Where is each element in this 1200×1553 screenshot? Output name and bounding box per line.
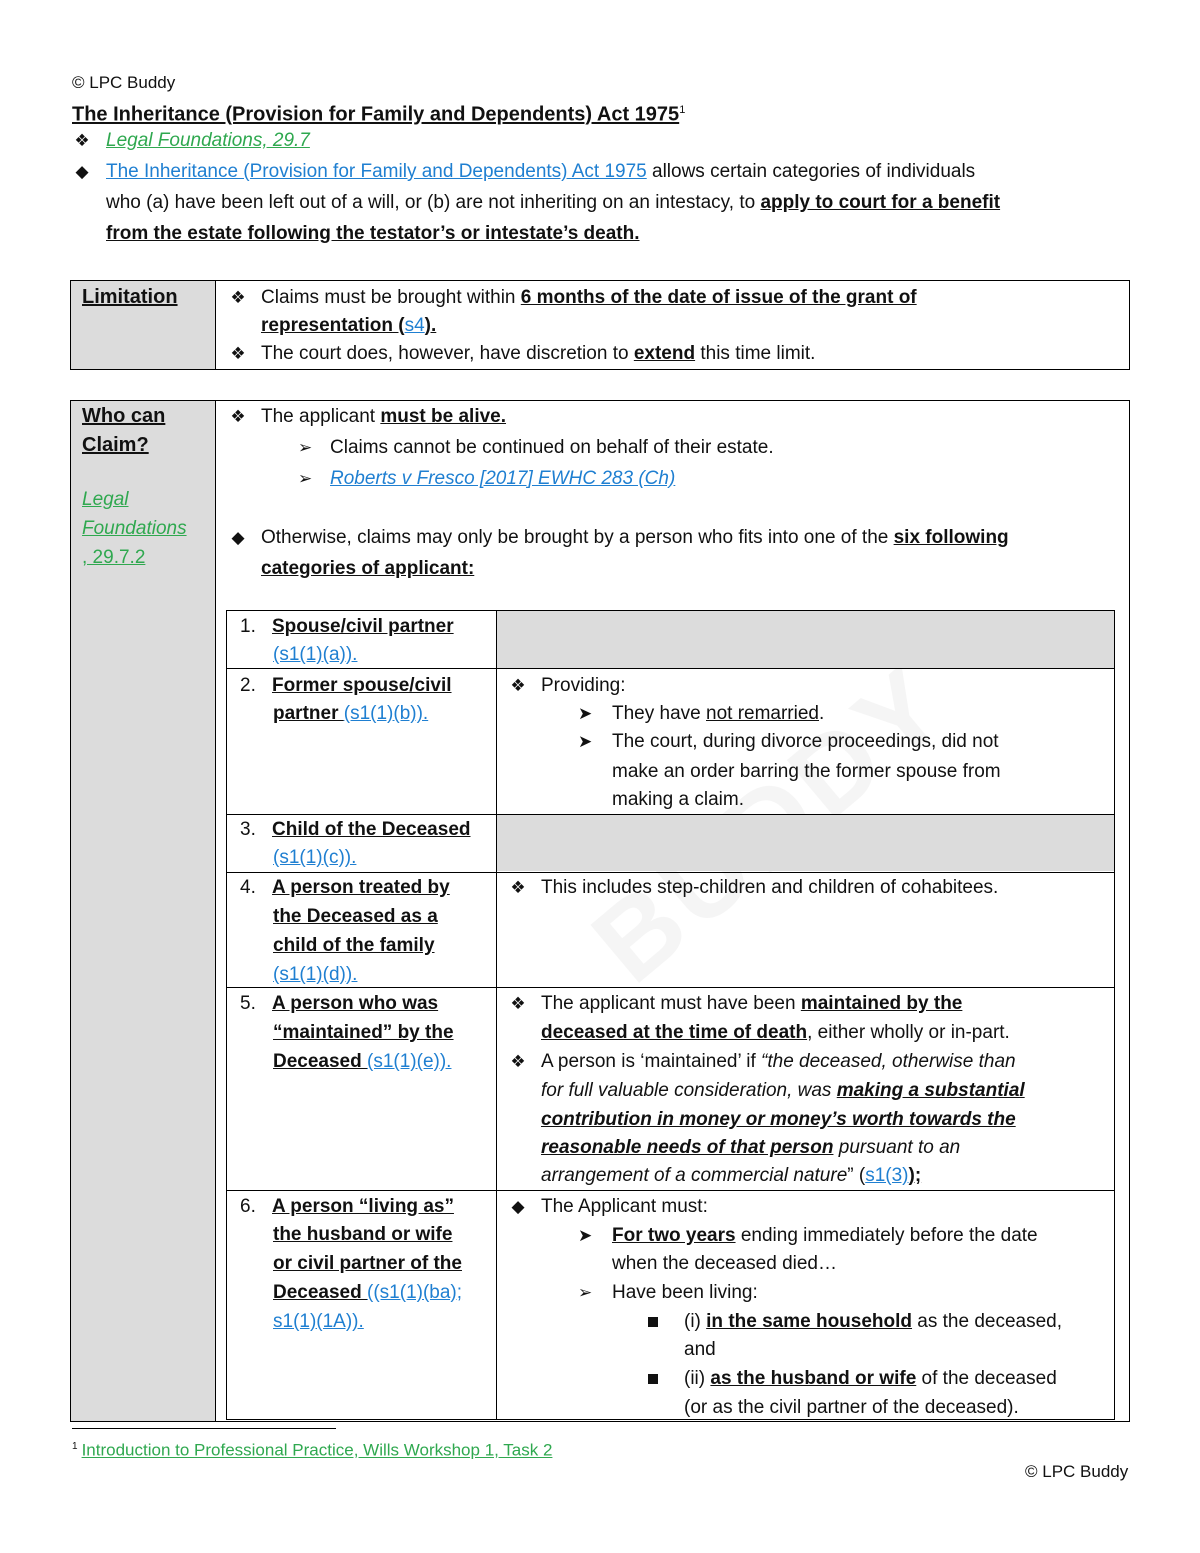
intro-ref-line <box>72 126 310 155</box>
intro-emph-3: from the estate following the testator’s or intestate’s death. <box>106 223 640 244</box>
row-sep-4 <box>226 987 1115 988</box>
diamond-bullet-icon: ❖ <box>510 994 526 1013</box>
cat2-title-2: partner <box>273 703 344 724</box>
cat5-r5: contribution in money or money’s worth towards the <box>541 1109 1016 1130</box>
who-ref-3[interactable]: , 29.7.2 <box>82 547 146 568</box>
cat6-section-link-2[interactable]: s1(1)(1A)). <box>273 1311 364 1332</box>
footnote-num: 1 <box>72 1441 78 1452</box>
cat2-r3 <box>578 727 999 756</box>
cat5-r1 <box>508 989 962 1018</box>
alive-sub-2 <box>298 464 675 493</box>
alive-text: The applicant <box>261 406 381 427</box>
limitation-bullet-2 <box>228 339 815 368</box>
limitation-b2-emph: extend <box>633 343 696 364</box>
cat6-line-3: or civil partner of the <box>273 1253 462 1274</box>
cat2-r2-post: . <box>819 703 825 724</box>
cat3-line-1 <box>240 815 471 844</box>
cat2-line-1 <box>240 671 452 700</box>
cat2-r4: make an order barring the former spouse from <box>612 761 1001 782</box>
cat5-r6 <box>541 1133 960 1162</box>
intro-emph-2: apply to court for a benefit <box>760 192 1001 213</box>
intro-text-2: who (a) have been left out of a will, or (b) are not inheriting on an intestacy, to <box>106 192 761 213</box>
cat5-line-1 <box>240 989 438 1018</box>
other-emph2: categories of applicant: <box>261 558 475 579</box>
footer-copyright: © LPC Buddy <box>1025 1462 1129 1481</box>
footnote <box>72 1432 552 1465</box>
filled-diamond-icon: ◆ <box>231 528 245 547</box>
alive-sub-1 <box>298 433 774 462</box>
limitation-b1-emph2: representation <box>261 315 393 336</box>
cat4-title: A person treated by <box>272 877 450 898</box>
cat3-line-2 <box>273 843 356 872</box>
arrow-bullet-icon: ➤ <box>578 1226 593 1245</box>
cat1-line-1 <box>240 612 454 641</box>
cat5-section-link[interactable]: (s1(1)(e)). <box>367 1051 452 1072</box>
cat2-title: Former spouse/civil <box>272 675 452 696</box>
cat4-section-link[interactable]: (s1(1)(d)). <box>273 964 358 985</box>
cat4-line-4 <box>273 960 357 989</box>
intro-line-2 <box>106 188 1000 217</box>
arrow-bullet-icon: ➢ <box>298 469 313 488</box>
cat6-r5 <box>648 1307 1062 1336</box>
cat6-r2-emph: For two years <box>612 1225 736 1246</box>
cat4-r1 <box>508 873 998 902</box>
cat1-title: Spouse/civil partner <box>272 616 454 637</box>
diamond-bullet-icon: ❖ <box>74 131 90 150</box>
cat6-r3: when the deceased died… <box>612 1253 837 1274</box>
cat5-title-3: Deceased <box>273 1051 368 1072</box>
limitation-b2-post: this time limit. <box>695 343 816 364</box>
other-emph: six following <box>893 527 1009 548</box>
cat4-line-1 <box>240 873 450 902</box>
filled-diamond-icon: ◆ <box>511 1197 525 1216</box>
cat6-line-2: the husband or wife <box>273 1224 453 1245</box>
row-sep-1 <box>226 668 1115 669</box>
cat5-r4 <box>541 1076 1025 1105</box>
who-label-1: Who can <box>82 405 166 427</box>
cat5-r6-emph: reasonable needs of that person <box>541 1137 834 1158</box>
cat3-title: Child of the Deceased <box>272 819 471 840</box>
cat2-num: 2. <box>240 675 256 696</box>
cat5-line-2: “maintained” by the <box>273 1022 454 1043</box>
cat5-r3-italic: “the deceased, otherwise than <box>761 1051 1016 1072</box>
limitation-b1-close: ). <box>424 315 437 336</box>
legal-foundations-link[interactable]: Legal Foundations, 29.7 <box>106 130 310 151</box>
cat6-r7-emph: as the husband or wife <box>710 1368 917 1389</box>
who-label-2: Claim? <box>82 434 149 456</box>
arrow-bullet-icon: ➢ <box>298 438 313 457</box>
cat6-title-4: Deceased <box>273 1282 368 1303</box>
categories-divider <box>496 610 497 1420</box>
cat1-section-link[interactable]: (s1(1)(a)). <box>273 644 358 665</box>
cat5-r7-close: ); <box>908 1165 922 1186</box>
cat6-line-4 <box>273 1278 462 1307</box>
arrow-bullet-icon: ➤ <box>578 704 593 723</box>
cat4-num: 4. <box>240 877 256 898</box>
limitation-b2-text: The court does, however, have discretion to <box>261 343 634 364</box>
other-bullet-cont <box>261 554 474 583</box>
header-copyright: © LPC Buddy <box>72 73 176 92</box>
cat6-title: A person “living as” <box>272 1196 454 1217</box>
cat2-r3-text: The court, during divorce proceedings, did not <box>612 731 999 752</box>
cat5-r4-emph: making a substantial <box>836 1080 1025 1101</box>
cat5-title: A person who was <box>272 993 439 1014</box>
diamond-bullet-icon: ❖ <box>510 878 526 897</box>
cat6-r1-text: The Applicant must: <box>541 1196 708 1217</box>
act-link[interactable]: The Inheritance (Provision for Family and Dependents) Act 1975 <box>106 161 647 182</box>
intro-line-3 <box>106 219 640 248</box>
cat1-line-2 <box>273 640 357 669</box>
cat6-r5-emph: in the same household <box>706 1311 913 1332</box>
limitation-bullet-1 <box>228 283 917 312</box>
cat2-section-link[interactable]: (s1(1)(b)). <box>343 703 429 724</box>
diamond-bullet-icon: ❖ <box>510 1052 526 1071</box>
who-ref-1[interactable]: Legal <box>82 489 129 510</box>
row-sep-5 <box>226 1190 1115 1191</box>
cat6-r2 <box>578 1221 1038 1250</box>
intro-line-1 <box>72 157 975 186</box>
limitation-label: Limitation <box>82 286 178 308</box>
filled-diamond-icon: ◆ <box>75 162 89 181</box>
cat2-r2-emph: not remarried <box>706 703 819 724</box>
cat6-r2-post: ending immediately before the date <box>735 1225 1038 1246</box>
footnote-separator <box>72 1428 336 1429</box>
who-divider <box>215 400 216 1422</box>
cat6-num: 6. <box>240 1196 256 1217</box>
footnote-link[interactable]: Introduction to Professional Practice, Wills Workshop 1, Task 2 <box>81 1440 553 1460</box>
cat4-line-3: child of the family <box>273 935 435 956</box>
s1-3-link[interactable]: s1(3) <box>865 1165 909 1186</box>
cat6-r7-text: (ii) <box>684 1368 711 1389</box>
arrow-bullet-icon: ➤ <box>578 732 593 751</box>
cat2-r2 <box>578 699 824 728</box>
roberts-v-fresco-link[interactable]: Roberts v Fresco [2017] EWHC 283 (Ch) <box>330 468 676 489</box>
cat2-providing: Providing: <box>541 675 626 696</box>
cat6-section-link-1[interactable]: ((s1(1)(ba); <box>367 1282 463 1303</box>
cat2-r5: making a claim. <box>612 789 744 810</box>
other-text: Otherwise, claims may only be brought by a person who fits into one of the <box>261 527 894 548</box>
title-footnote-ref[interactable]: 1 <box>679 104 686 116</box>
cat4-line-2: the Deceased as a <box>273 906 438 927</box>
limitation-b1-text: Claims must be brought within <box>261 287 521 308</box>
square-bullet-icon <box>648 1317 658 1327</box>
cat5-r7-quote: ” ( <box>847 1165 866 1186</box>
alive-emph: must be alive. <box>380 406 507 427</box>
cat5-r7 <box>541 1161 921 1190</box>
cat5-num: 5. <box>240 993 256 1014</box>
cat5-r2 <box>541 1018 1010 1047</box>
cat5-r2-emph: deceased at the time of death <box>541 1022 808 1043</box>
cat5-r1-text: The applicant must have been <box>541 993 801 1014</box>
cat6-r7 <box>648 1364 1057 1393</box>
row1-empty-cell <box>497 611 1114 668</box>
cat5-r6-italic: pursuant to an <box>833 1137 961 1158</box>
cat5-r3 <box>508 1047 1016 1076</box>
limitation-b1-open: ( <box>392 315 405 336</box>
arrow-bullet-icon: ➢ <box>578 1283 593 1302</box>
cat3-num: 3. <box>240 819 256 840</box>
cat2-line-2 <box>273 699 428 728</box>
limitation-b1-emph: 6 months of the date of issue of the grant of <box>520 287 917 308</box>
row3-empty-cell <box>497 815 1114 871</box>
cat5-r4-italic: for full valuable consideration, was <box>541 1080 837 1101</box>
cat5-r2-post: , either wholly or in-part. <box>807 1022 1010 1043</box>
diamond-bullet-icon: ❖ <box>230 407 246 426</box>
cat5-r7-italic: arrangement of a commercial nature <box>541 1165 848 1186</box>
cat3-section-link[interactable]: (s1(1)(c)). <box>273 847 357 868</box>
s4-link[interactable]: s4 <box>404 315 425 336</box>
page-title-text: The Inheritance (Provision for Family and Dependents) Act 1975 <box>72 103 680 126</box>
intro-text-1: allows certain categories of individuals <box>646 161 976 182</box>
who-ref-2[interactable]: Foundations <box>82 518 187 539</box>
cat6-r5-post: as the deceased, <box>912 1311 1063 1332</box>
cat2-r1 <box>508 671 626 700</box>
limitation-divider <box>215 280 216 370</box>
other-bullet <box>228 523 1009 552</box>
alive-sub1-text: Claims cannot be continued on behalf of their estate. <box>330 437 774 458</box>
cat4-r1-text: This includes step-children and children of cohabitees. <box>541 877 999 898</box>
cat2-r2-text: They have <box>612 703 706 724</box>
cat6-r4 <box>578 1278 758 1307</box>
cat6-r6: and <box>684 1339 716 1360</box>
cat6-r1 <box>508 1192 708 1221</box>
limitation-bullet-1-cont <box>261 311 436 340</box>
diamond-bullet-icon: ❖ <box>230 288 246 307</box>
square-bullet-icon <box>648 1374 658 1384</box>
cat6-r4-text: Have been living: <box>612 1282 758 1303</box>
page-title <box>72 96 685 130</box>
diamond-bullet-icon: ❖ <box>510 676 526 695</box>
cat5-r1-emph: maintained by the <box>800 993 963 1014</box>
cat1-num: 1. <box>240 616 256 637</box>
cat6-r5-text: (i) <box>684 1311 707 1332</box>
cat6-line-5 <box>273 1307 364 1336</box>
cat6-r7-post: of the deceased <box>916 1368 1057 1389</box>
diamond-bullet-icon: ❖ <box>230 344 246 363</box>
alive-bullet <box>228 402 506 431</box>
cat6-line-1 <box>240 1192 454 1221</box>
cat5-r3-text: A person is ‘maintained’ if <box>541 1051 762 1072</box>
cat6-r8: (or as the civil partner of the deceased). <box>684 1397 1019 1418</box>
cat5-line-3 <box>273 1047 451 1076</box>
